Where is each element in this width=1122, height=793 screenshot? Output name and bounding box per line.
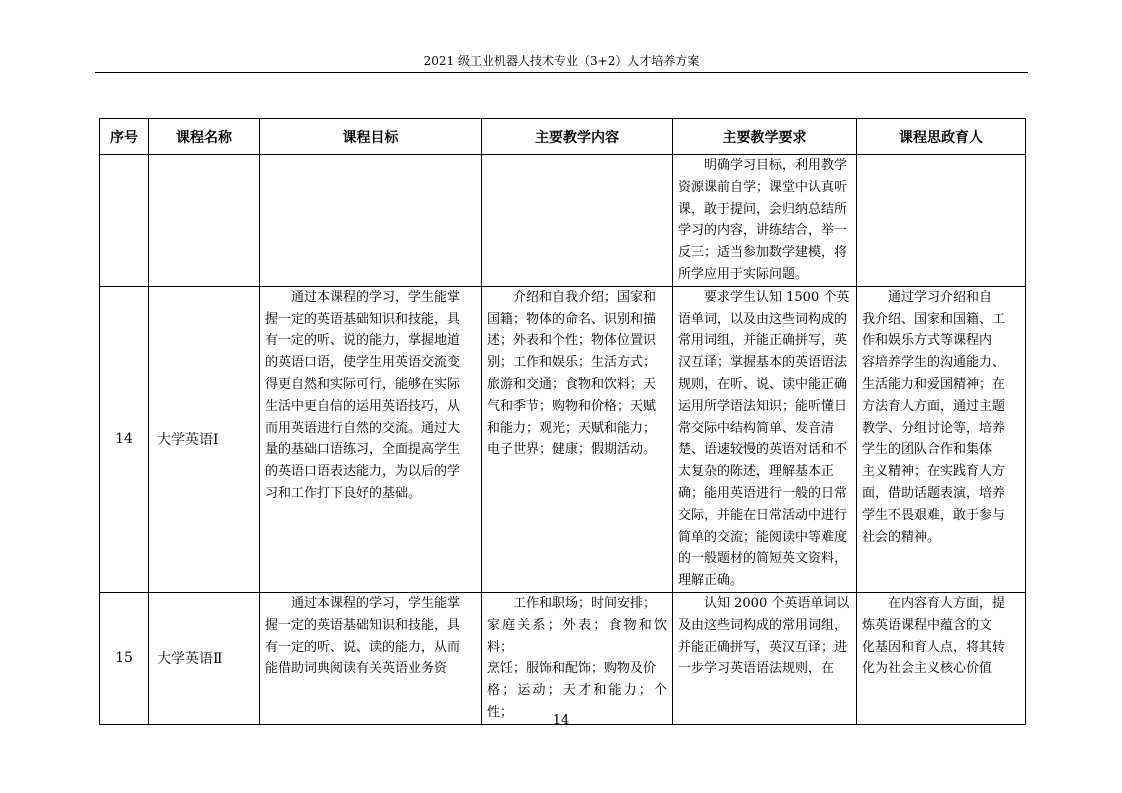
cell-name: 大学英语Ⅰ	[149, 286, 260, 592]
curriculum-table	[99, 118, 1026, 725]
col-header-content: 主要教学内容	[482, 119, 673, 155]
cell-goal	[260, 286, 482, 592]
cell-ideological	[857, 286, 1026, 592]
cell-requirements-text: 要求学生认知 1500 个英 语单词，以及由这些词构成的 常用词组，并能正确拼写，英 汉互译；掌握基本的英语语法 规则，在听、说、读中能正确 运用所学语法知识；能听懂日 常交际中结构简单、发音清 楚、语速较慢的英语对话和不 太复杂的陈述，理解基本正 确；能用英语进行一般的日常 交际，并能在日常活动中进行 简单的交流；能阅读中等难度 的一般题材的简短英文资料， 理解正确。	[678, 289, 850, 589]
page-number: 14	[552, 713, 570, 728]
cell-num: 15	[100, 592, 149, 724]
cell-num: 14	[100, 286, 149, 592]
cell-name	[149, 155, 260, 287]
col-header-requirements: 主要教学要求	[673, 119, 857, 155]
cell-content-text: 工作和职场；时间安排； 家庭关系；外表；食物和饮料； 烹饪；服饰和配饰；购物及价 格；运动；天才和能力；个性；	[487, 595, 667, 720]
cell-content	[482, 592, 673, 724]
cell-requirements	[673, 592, 857, 724]
cell-name: 大学英语Ⅱ	[149, 592, 260, 724]
table-row	[100, 286, 1026, 592]
cell-requirements-text: 明确学习目标，利用教学 资源课前自学；课堂中认真听 课，敢于提问，会归纳总结所 学习的内容，讲练结合，举一 反三；适当参加数学建模，将 所学应用于实际问题。	[678, 158, 848, 282]
cell-num	[100, 155, 149, 287]
col-header-goal: 课程目标	[260, 119, 482, 155]
cell-ideological-text: 通过学习介绍和自 我介绍、国家和国籍、工 作和娱乐方式等课程内 容培养学生的沟通能力、 生活能力和爱国精神；在 方法育人方面，通过主题 教学、分组讨论等，培养 学生的团队合作和集体 主义精神；在实践育人方 面，借助话题表演，培养 学生不畏艰难，敢于参与 社会的精神。	[862, 289, 1006, 545]
col-header-name: 课程名称	[149, 119, 260, 155]
cell-goal-text: 通过本课程的学习，学生能掌 握一定的英语基础知识和技能，具 有一定的听、说的能力，掌握地道 的英语口语，使学生用英语交流变 得更自然和实际可行，能够在实际 生活中更自信的运用英语技巧，从 而用英语进行自然的交流。通过大 量的基础口语练习，全面提高学生 的英语口语表达能力，为以后的学 习和工作打下良好的基础。	[265, 289, 461, 501]
cell-requirements	[673, 155, 857, 287]
header-divider	[95, 72, 1028, 73]
table-row	[100, 155, 1026, 287]
cell-requirements	[673, 286, 857, 592]
table-row	[100, 592, 1026, 724]
cell-content-text: 介绍和自我介绍；国家和 国籍；物体的命名、识别和描 述；外表和个性；物体位置识 别；工作和娱乐；生活方式； 旅游和交通；食物和饮料；天 气和季节；购物和价格；天赋 和能力；观光；天赋和能力； 电子世界；健康；假期活动。	[487, 289, 657, 458]
cell-content	[482, 155, 673, 287]
col-header-ideological: 课程思政育人	[857, 119, 1026, 155]
cell-requirements-text: 认知 2000 个英语单词以 及由这些词构成的常用词组， 并能正确拼写，英汉互译；进 一步学习英语语法规则，在	[678, 595, 850, 677]
col-header-num: 序号	[100, 119, 149, 155]
cell-goal	[260, 155, 482, 287]
cell-content	[482, 286, 673, 592]
cell-ideological-text: 在内容育人方面，提 炼英语课程中蕴含的文 化基因和育人点，将其转 化为社会主义核心价值	[862, 595, 1006, 677]
table-header-row	[100, 119, 1026, 155]
cell-ideological	[857, 155, 1026, 287]
cell-ideological	[857, 592, 1026, 724]
cell-goal-text: 通过本课程的学习，学生能掌 握一定的英语基础知识和技能，具 有一定的听、说、读的能力，从而 能借助词典阅读有关英语业务资	[265, 595, 461, 677]
cell-goal	[260, 592, 482, 724]
page-header-title: 2021 级工业机器人技术专业（3+2）人才培养方案	[423, 54, 700, 68]
